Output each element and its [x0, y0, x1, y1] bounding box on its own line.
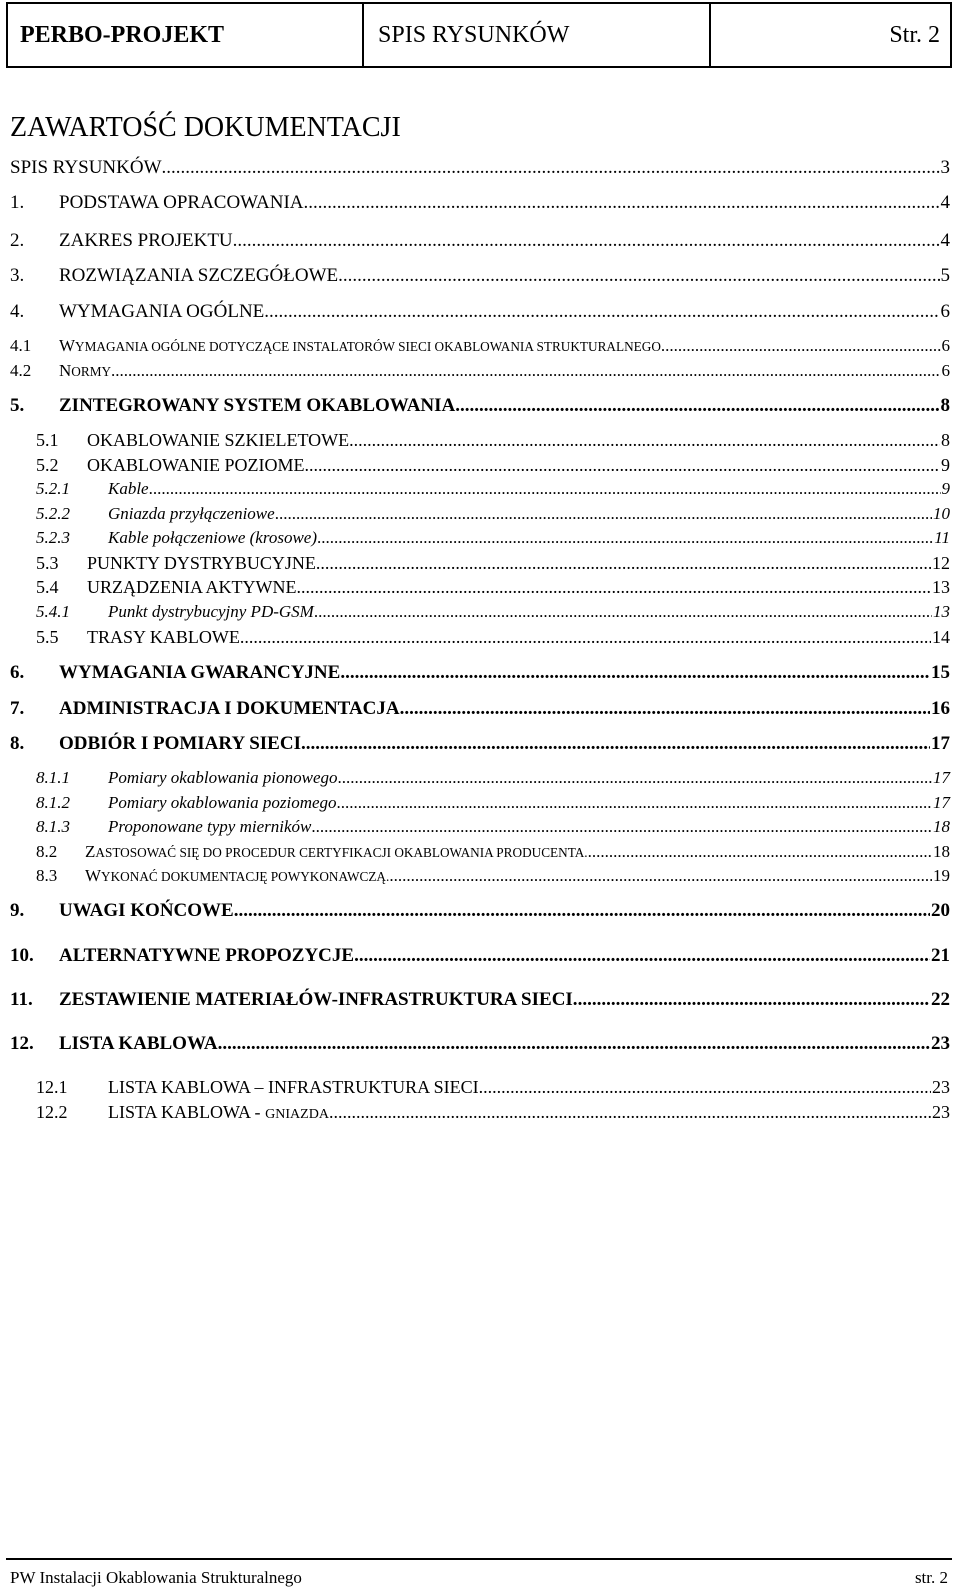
toc-dot-leader: [349, 431, 940, 449]
toc-entry-number: 8.1.3: [36, 817, 70, 836]
toc-entry-number: 5.: [10, 395, 25, 416]
toc-entry[interactable]: [36, 1078, 950, 1096]
toc-entry[interactable]: [36, 1103, 950, 1121]
toc-entry-title: Pomiary okablowania pionowego: [108, 768, 338, 787]
toc-entry-page: 17: [931, 733, 950, 754]
toc-entry[interactable]: [36, 554, 950, 572]
toc-entry-number: 5.1: [36, 430, 59, 450]
toc-entry-number: 8.1.1: [36, 768, 70, 787]
header-section: SPIS RYSUNKÓW: [364, 4, 711, 66]
toc-entry-number: 7.: [10, 698, 25, 719]
toc-entry-title: ROZWIĄZANIA SZCZEGÓŁOWE: [59, 265, 339, 286]
footer-page-number: str. 2: [914, 1568, 948, 1587]
toc-entry-page: 16: [931, 698, 950, 719]
toc-entry-title: Proponowane typy mierników: [108, 817, 312, 836]
toc-dot-leader: [233, 231, 940, 250]
toc-entry-title: ODBIÓR I POMIARY SIECI: [59, 733, 301, 754]
document-title: ZAWARTOŚĆ DOKUMENTACJI: [10, 112, 401, 143]
toc-entry-number: 6.: [10, 662, 25, 683]
toc-dot-leader: [218, 1034, 930, 1053]
toc-dot-leader: [301, 734, 930, 753]
toc-dot-leader: [111, 362, 940, 379]
toc-entry-page: 19: [933, 866, 950, 885]
toc-dot-leader: [483, 1078, 931, 1096]
toc-entry-number: 12.1: [36, 1077, 68, 1097]
toc-entry-page: 13: [933, 602, 950, 621]
toc-entry-title: WYMAGANIA GWARANCYJNE: [59, 662, 341, 683]
toc-entry[interactable]: [10, 337, 950, 354]
toc-entry-page: 22: [931, 989, 950, 1010]
toc-entry-title: OKABLOWANIE SZKIELETOWE: [87, 430, 350, 450]
toc-dot-leader: [314, 603, 932, 620]
toc-entry-page: 10: [933, 504, 950, 523]
toc-entry-title: ZINTEGROWANY SYSTEM OKABLOWANIA: [59, 395, 456, 416]
toc-entry[interactable]: [10, 266, 950, 285]
toc-entry-page: 14: [932, 627, 950, 647]
toc-entry-title: ZASTOSOWAĆ SIĘ DO PROCEDUR CERTYFIKACJI OKABLOWANIA PRODUCENTA.: [85, 842, 588, 861]
toc-entry[interactable]: [10, 990, 950, 1009]
toc-entry-number: 5.4.1: [36, 602, 70, 621]
toc-entry-number: 8.1.2: [36, 793, 70, 812]
toc-entry-title: Punkt dystrybucyjny PD-GSM: [108, 602, 314, 621]
toc-entry-number: 5.2.3: [36, 528, 70, 547]
toc-entry[interactable]: [36, 431, 950, 449]
toc-entry[interactable]: [36, 456, 950, 474]
toc-dot-leader: [340, 663, 930, 682]
toc-entry-page: 11: [934, 528, 950, 547]
toc-entry[interactable]: [10, 699, 950, 718]
toc-dot-leader: [238, 901, 930, 920]
page-footer: [6, 1558, 952, 1596]
toc-entry-number: 5.2.2: [36, 504, 70, 523]
toc-entry-title: LISTA KABLOWA – INFRASTRUKTURA SIECI.: [108, 1077, 484, 1097]
toc-entry-page: 15: [931, 662, 950, 683]
toc-entry-number: 5.2.1: [36, 479, 70, 498]
toc-entry-number: 5.5: [36, 627, 59, 647]
toc-entry-title: ZESTAWIENIE MATERIAŁÓW-INFRASTRUKTURA SIECI.: [59, 989, 578, 1010]
toc-entry-number: 4.: [10, 301, 25, 322]
toc-entry-page: 9: [941, 455, 950, 475]
toc-entry-title: PUNKTY DYSTRYBUCYJNE: [87, 553, 316, 573]
toc-entry-title: ADMINISTRACJA I DOKUMENTACJA: [59, 698, 400, 719]
toc-dot-leader: [149, 480, 941, 497]
toc-dot-leader: [311, 818, 932, 835]
toc-entry[interactable]: [36, 505, 950, 522]
toc-dot-leader: [162, 158, 940, 177]
toc-entry-page: 3: [940, 157, 950, 178]
toc-entry-page: 6: [940, 301, 950, 322]
toc-entry-title: URZĄDZENIA AKTYWNE: [87, 577, 297, 597]
toc-entry-number: 10.: [10, 945, 34, 966]
toc-entry-number: 5.2: [36, 455, 59, 475]
toc-entry-number: 4.2: [10, 361, 32, 380]
toc-entry-page: 8: [940, 395, 950, 416]
toc-entry[interactable]: [36, 628, 950, 646]
toc-entry-title: WYMAGANIA OGÓLNE: [59, 301, 265, 322]
toc-entry-title: TRASY KABLOWE: [87, 627, 240, 647]
toc-entry-number: 12.: [10, 1033, 34, 1054]
toc-entry[interactable]: [36, 818, 950, 835]
toc-dot-leader: [275, 505, 932, 522]
toc-dot-leader: [296, 578, 931, 596]
toc-entry-number: 12.2: [36, 1102, 68, 1122]
toc-entry[interactable]: [10, 362, 950, 379]
toc-entry[interactable]: [36, 529, 950, 546]
toc-entry-page: 6: [941, 361, 950, 380]
toc-entry-page: 23: [932, 1102, 950, 1122]
toc-entry-page: 6: [941, 336, 950, 355]
toc-entry-title: OKABLOWANIE POZIOME: [87, 455, 305, 475]
toc-dot-leader: [338, 266, 939, 285]
toc-entry-page: 17: [933, 793, 950, 812]
header-company: PERBO-PROJEKT: [8, 4, 364, 66]
toc-entry-page: 5: [940, 265, 950, 286]
toc-entry-page: 23: [932, 1077, 950, 1097]
toc-dot-leader: [354, 946, 930, 965]
toc-entry-number: 4.1: [10, 336, 32, 355]
toc-dot-leader: [337, 769, 932, 786]
toc-dot-leader: [264, 302, 939, 321]
toc-entry-page: 20: [931, 900, 950, 921]
toc-entry-number: 1.: [10, 192, 25, 213]
toc-dot-leader: [337, 794, 932, 811]
toc-dot-leader: [240, 628, 931, 646]
toc-entry[interactable]: [10, 158, 950, 177]
toc-entry[interactable]: [10, 734, 950, 753]
toc-entry[interactable]: [10, 663, 950, 682]
toc-entry[interactable]: [36, 843, 950, 860]
toc-entry-title: Pomiary okablowania poziomego: [108, 793, 337, 812]
toc-entry-title: ZAKRES PROJEKTU: [59, 230, 233, 251]
toc-entry[interactable]: [36, 603, 950, 620]
toc-entry-title: LISTA KABLOWA: [59, 1033, 218, 1054]
toc-entry[interactable]: [36, 480, 950, 497]
toc-entry-title: SPIS RYSUNKÓW: [10, 157, 162, 178]
page-header: [6, 2, 952, 68]
toc-entry-title: PODSTAWA OPRACOWANIA: [59, 192, 304, 213]
toc-entry-page: 23: [931, 1033, 950, 1054]
toc-entry-title: LISTA KABLOWA - GNIAZDA: [108, 1102, 329, 1122]
toc-entry-title: ALTERNATYWNE PROPOZYCJE: [59, 945, 355, 966]
toc-dot-leader: [400, 699, 930, 718]
toc-entry[interactable]: [10, 302, 950, 321]
toc-entry-number: 5.3: [36, 553, 59, 573]
toc-entry-page: 4: [940, 230, 950, 251]
toc-entry[interactable]: [36, 867, 950, 884]
toc-dot-leader: [455, 396, 939, 415]
toc-entry[interactable]: [10, 901, 950, 920]
toc-entry-number: 9.: [10, 900, 25, 921]
toc-dot-leader: [578, 990, 930, 1009]
toc-dot-leader: [389, 867, 932, 884]
toc-dot-leader: [661, 337, 941, 354]
toc-entry-title: Kable: [108, 479, 149, 498]
toc-entry-page: 8: [941, 430, 950, 450]
toc-entry-page: 13: [932, 577, 950, 597]
toc-entry-title: WYKONAĆ DOKUMENTACJĘ POWYKONAWCZĄ.: [85, 866, 390, 885]
toc-entry-number: 8.2: [36, 842, 58, 861]
toc-entry-page: 21: [931, 945, 950, 966]
toc-entry-page: 17: [933, 768, 950, 787]
toc-entry[interactable]: [10, 1034, 950, 1053]
toc-entry[interactable]: [10, 396, 950, 415]
footer-left-text: PW Instalacji Okablowania Strukturalnego: [10, 1568, 302, 1587]
toc-entry-page: 18: [933, 842, 950, 861]
toc-entry[interactable]: [10, 946, 950, 965]
toc-entry-title: WYMAGANIA OGÓLNE DOTYCZĄCE INSTALATORÓW SIECI OKABLOWANIA STRUKTURALNEGO: [59, 336, 661, 355]
toc-dot-leader: [316, 554, 931, 572]
toc-entry-page: 4: [940, 192, 950, 213]
toc-entry-title: Kable połączeniowe (krosowe): [108, 528, 317, 547]
toc-dot-leader: [317, 529, 933, 546]
toc-dot-leader: [329, 1103, 931, 1121]
toc-entry-number: 2.: [10, 230, 25, 251]
toc-dot-leader: [304, 193, 940, 212]
header-page-number: Str. 2: [889, 21, 940, 48]
toc-entry-title: Gniazda przyłączeniowe: [108, 504, 275, 523]
toc-dot-leader: [588, 843, 932, 860]
toc-entry-page: 9: [941, 479, 950, 498]
toc-entry-number: 3.: [10, 265, 25, 286]
toc-entry-title: NORMY: [59, 361, 112, 380]
toc-entry-number: 8.3: [36, 866, 58, 885]
toc-entry[interactable]: [10, 193, 950, 212]
toc-entry-title: UWAGI KOŃCOWE.: [59, 900, 239, 921]
toc-dot-leader: [304, 456, 940, 474]
toc-entry-number: 8.: [10, 733, 25, 754]
toc-entry-number: 11.: [10, 989, 33, 1010]
toc-entry[interactable]: [10, 231, 950, 250]
toc-entry[interactable]: [36, 794, 950, 811]
toc-entry[interactable]: [36, 578, 950, 596]
toc-entry-number: 5.4: [36, 577, 59, 597]
toc-entry-page: 12: [932, 553, 950, 573]
toc-entry[interactable]: [36, 769, 950, 786]
toc-entry-page: 18: [933, 817, 950, 836]
